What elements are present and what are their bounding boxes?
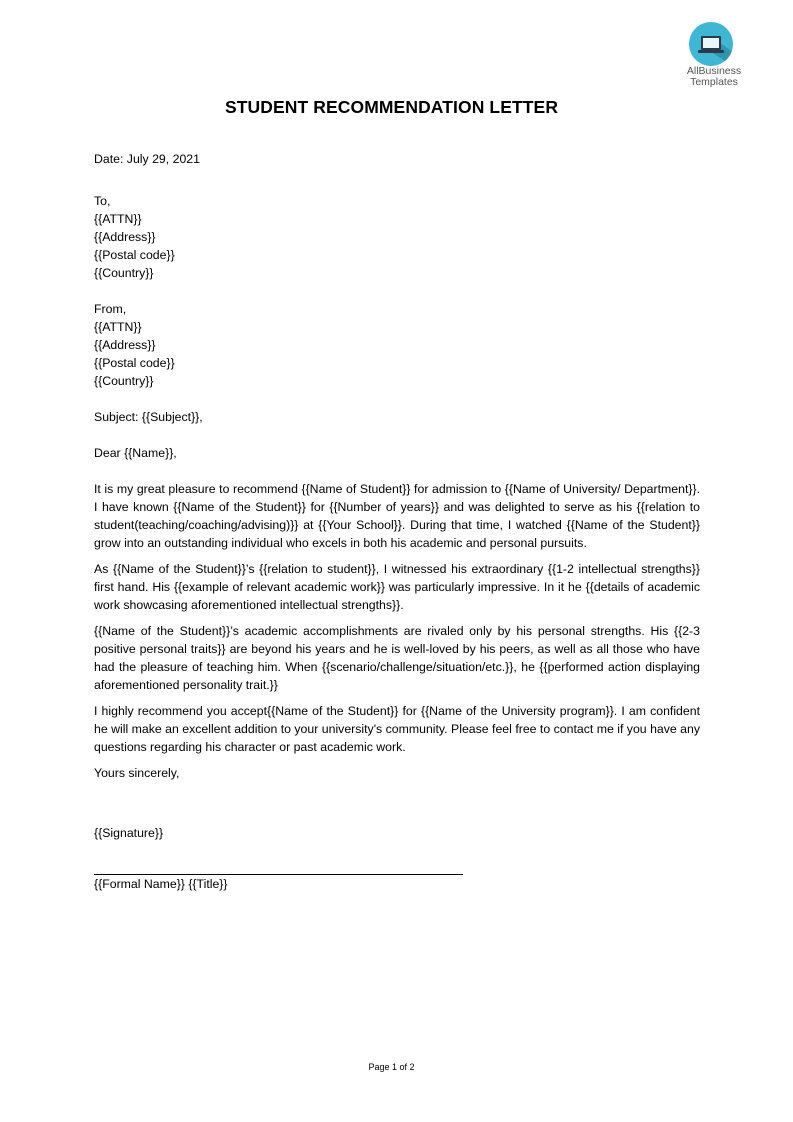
to-attn: {{ATTN}} xyxy=(94,212,142,226)
closing: Yours sincerely, xyxy=(94,766,180,780)
from-label: From, xyxy=(94,302,127,316)
to-address: {{Address}} xyxy=(94,230,156,244)
subject-line: Subject: {{Subject}}, xyxy=(94,410,203,424)
salutation: Dear {{Name}}, xyxy=(94,446,177,460)
logo-text xyxy=(676,66,752,88)
from-address: {{Address}} xyxy=(94,338,156,352)
letter-body xyxy=(94,150,700,893)
recipient-block xyxy=(94,192,700,282)
date-line: Date: July 29, 2021 xyxy=(94,152,200,166)
from-country: {{Country}} xyxy=(94,374,154,388)
signature-placeholder: {{Signature}} xyxy=(94,826,164,840)
from-postal: {{Postal code}} xyxy=(94,356,175,370)
paragraph: It is my great pleasure to recommend {{Name of Student}} for admission to {{Name of University/ Department}}. I have known {{Name of the Student}} for {{Number of years}} and was delighted to serve as his {{relation to student(teaching/coaching/advising)}} at {{Your School}}. During that time, I watched {{Name of the Student}} grow into an outstanding individual who excels in both his academic and personal pursuits. xyxy=(94,482,700,550)
to-label: To, xyxy=(94,194,111,208)
logo xyxy=(676,20,756,94)
paragraph: As {{Name of the Student}}’s {{relation to student}}, I witnessed his extraordinary {{1-2 intellectual strengths}} first hand. His {{example of relevant academic work}} was particularly impressive. In it he {{details of academic work showcasing aforementioned intellectual strengths}}. xyxy=(94,562,700,612)
logo-line-1: AllBusiness xyxy=(686,65,742,77)
laptop-icon xyxy=(689,22,733,66)
paragraph: I highly recommend you accept{{Name of the Student}} for {{Name of the University program}}. I am confident he will make an excellent addition to your university's community. Please feel free to contact me if you have any questions regarding his character or past academic work. xyxy=(94,704,700,754)
to-country: {{Country}} xyxy=(94,266,154,280)
to-postal: {{Postal code}} xyxy=(94,248,175,262)
paragraph: {{Name of the Student}}’s academic accomplishments are rivaled only by his personal strengths. His {{2-3 positive personal traits}} are beyond his years and he is well-loved by his peers, as well as all those who have had the pleasure of teaching him. When {{scenario/challenge/situation/etc.}}, he {{performed action displaying aforementioned personality trait.}} xyxy=(94,624,700,692)
formal-name: {{Formal Name}} {{Title}} xyxy=(94,877,228,891)
sender-block xyxy=(94,300,700,390)
from-attn: {{ATTN}} xyxy=(94,320,142,334)
logo-line-2: Templates xyxy=(690,76,738,88)
page-number: Page 1 of 2 xyxy=(368,1062,415,1072)
document-title: STUDENT RECOMMENDATION LETTER xyxy=(224,97,559,117)
